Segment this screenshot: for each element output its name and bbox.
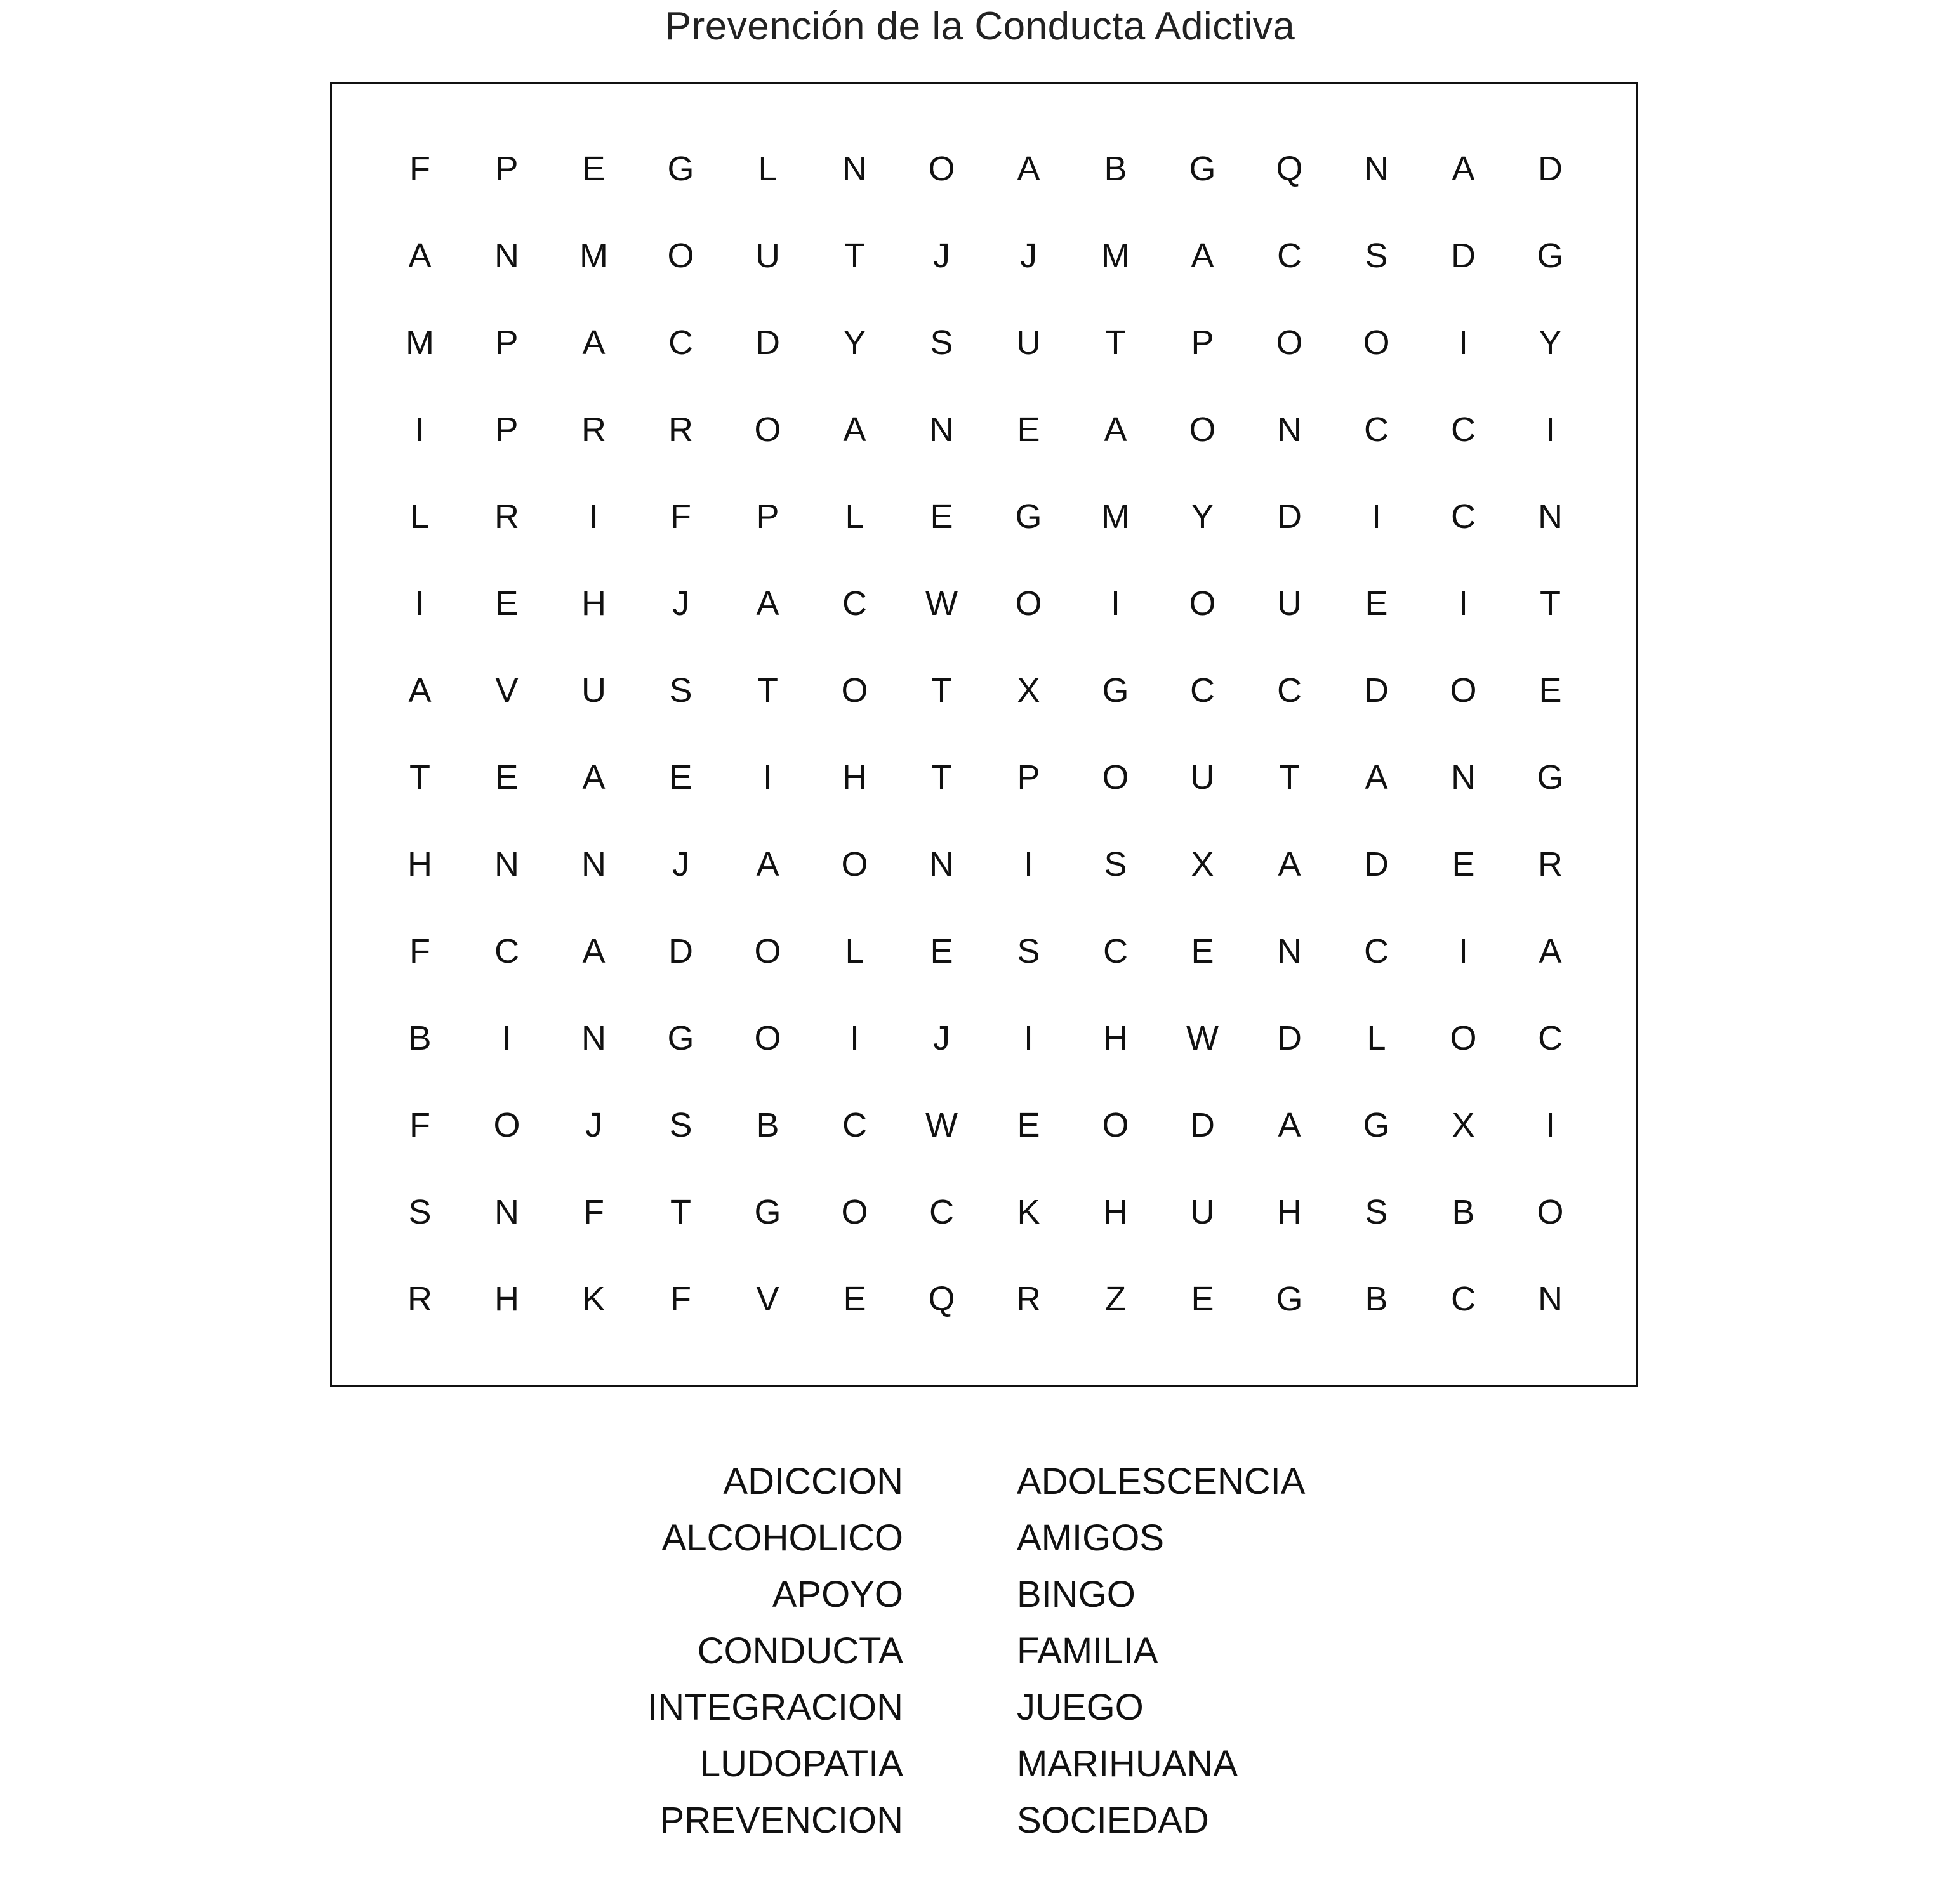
grid-cell[interactable]: O <box>1276 323 1303 362</box>
grid-cell[interactable]: S <box>1017 932 1040 970</box>
grid-cell[interactable]: A <box>408 236 432 275</box>
grid-cell[interactable]: O <box>754 932 781 970</box>
grid-cell[interactable]: B <box>756 1105 779 1144</box>
grid-cell[interactable]: F <box>670 1279 691 1318</box>
grid-cell[interactable]: A <box>1104 410 1127 449</box>
grid-cell[interactable]: F <box>409 932 430 970</box>
grid-cell[interactable]: G <box>667 1019 694 1057</box>
grid-cell[interactable]: C <box>1451 1279 1476 1318</box>
grid-cell[interactable]: S <box>408 1192 432 1231</box>
grid-cell[interactable]: S <box>1365 1192 1388 1231</box>
grid-cell[interactable]: H <box>1103 1192 1128 1231</box>
grid-cell[interactable]: K <box>1017 1192 1040 1231</box>
grid-cell[interactable]: N <box>842 149 867 188</box>
grid-cell[interactable]: I <box>1023 845 1033 883</box>
grid-cell[interactable]: A <box>1452 149 1475 188</box>
grid-cell[interactable]: A <box>756 845 779 883</box>
grid-cell[interactable]: I <box>1545 410 1555 449</box>
grid-cell[interactable]: E <box>843 1279 866 1318</box>
grid-cell[interactable]: A <box>1017 149 1040 188</box>
grid-cell[interactable]: O <box>667 236 694 275</box>
word-list-right-column <box>1017 1453 1305 1849</box>
grid-cell[interactable]: I <box>588 497 599 536</box>
grid-cell[interactable]: W <box>925 1105 958 1144</box>
grid-cell[interactable]: T <box>670 1192 691 1231</box>
grid-cell[interactable]: N <box>1277 410 1302 449</box>
grid-cell[interactable]: C <box>842 1105 867 1144</box>
letter-grid <box>376 125 1594 1342</box>
grid-cell[interactable]: N <box>929 410 954 449</box>
grid-cell[interactable]: Y <box>1539 323 1562 362</box>
grid-cell[interactable]: D <box>668 932 693 970</box>
word-list-item: ADICCION <box>723 1461 903 1502</box>
grid-cell[interactable]: R <box>581 410 606 449</box>
grid-cell[interactable]: I <box>1545 1105 1555 1144</box>
grid-cell[interactable]: D <box>1190 1105 1215 1144</box>
grid-cell[interactable]: S <box>930 323 953 362</box>
grid-cell[interactable]: X <box>1017 671 1040 709</box>
grid-cell[interactable]: F <box>583 1192 604 1231</box>
word-list <box>0 1453 1960 1859</box>
grid-cell[interactable]: L <box>758 149 778 188</box>
word-list-item: LUDOPATIA <box>699 1743 903 1784</box>
grid-cell[interactable]: E <box>930 497 953 536</box>
grid-cell[interactable]: O <box>841 1192 868 1231</box>
grid-cell[interactable]: O <box>841 845 868 883</box>
grid-cell[interactable]: O <box>493 1105 520 1144</box>
grid-cell[interactable]: Y <box>843 323 866 362</box>
grid-cell[interactable]: T <box>757 671 778 709</box>
grid-cell[interactable]: N <box>581 845 606 883</box>
grid-cell[interactable]: O <box>1363 323 1390 362</box>
grid-cell[interactable]: E <box>1452 845 1475 883</box>
grid-cell[interactable]: C <box>1190 671 1215 709</box>
grid-cell[interactable]: L <box>845 932 864 970</box>
word-list-item: CONDUCTA <box>697 1630 903 1672</box>
grid-cell[interactable]: L <box>1367 1019 1386 1057</box>
grid-cell[interactable]: I <box>762 758 772 796</box>
grid-cell[interactable]: A <box>1191 236 1214 275</box>
grid-cell[interactable]: R <box>1016 1279 1041 1318</box>
grid-cell[interactable]: I <box>1458 323 1468 362</box>
grid-cell[interactable]: I <box>849 1019 859 1057</box>
grid-cell[interactable]: N <box>929 845 954 883</box>
grid-cell[interactable]: R <box>407 1279 432 1318</box>
word-list-item: ALCOHOLICO <box>661 1517 903 1559</box>
grid-cell[interactable]: I <box>1023 1019 1033 1057</box>
grid-cell[interactable]: M <box>579 236 608 275</box>
word-list-item: INTEGRACION <box>647 1687 903 1728</box>
grid-cell[interactable]: R <box>668 410 693 449</box>
grid-cell[interactable]: O <box>1015 584 1042 623</box>
grid-cell[interactable]: H <box>1103 1019 1128 1057</box>
grid-cell[interactable]: N <box>1538 1279 1563 1318</box>
grid-cell[interactable]: E <box>1017 1105 1040 1144</box>
grid-cell[interactable]: G <box>1276 1279 1303 1318</box>
grid-cell[interactable]: M <box>406 323 434 362</box>
grid-cell[interactable]: E <box>1191 932 1214 970</box>
grid-cell[interactable]: C <box>1364 410 1389 449</box>
grid-cell[interactable]: I <box>1458 584 1468 623</box>
word-list-item: MARIHUANA <box>1017 1743 1238 1784</box>
grid-cell[interactable]: G <box>1015 497 1042 536</box>
grid-cell[interactable]: J <box>933 236 950 275</box>
grid-cell[interactable]: B <box>408 1019 432 1057</box>
grid-cell[interactable]: E <box>1539 671 1562 709</box>
grid-cell[interactable]: S <box>669 1105 692 1144</box>
grid-cell[interactable]: B <box>1452 1192 1475 1231</box>
word-list-item: AMIGOS <box>1017 1517 1165 1559</box>
grid-cell[interactable]: D <box>1277 1019 1302 1057</box>
grid-cell[interactable]: O <box>1450 671 1477 709</box>
grid-cell[interactable]: S <box>669 671 692 709</box>
page-title: Prevención de la Conducta Adictiva <box>665 4 1295 48</box>
grid-cell[interactable]: C <box>668 323 693 362</box>
grid-cell[interactable]: D <box>1364 671 1389 709</box>
grid-cell[interactable]: Y <box>1191 497 1214 536</box>
grid-cell[interactable]: C <box>1364 932 1389 970</box>
grid-cell[interactable]: A <box>582 323 606 362</box>
word-list-left-column <box>647 1453 903 1849</box>
grid-cell[interactable]: U <box>581 671 606 709</box>
grid-cell[interactable]: G <box>1363 1105 1390 1144</box>
grid-cell[interactable]: N <box>494 845 519 883</box>
grid-cell[interactable]: G <box>1537 236 1564 275</box>
grid-cell[interactable]: E <box>1365 584 1388 623</box>
grid-cell[interactable]: G <box>667 149 694 188</box>
grid-cell[interactable]: G <box>1189 149 1216 188</box>
grid-cell[interactable]: C <box>1277 671 1302 709</box>
grid-cell[interactable]: C <box>842 584 867 623</box>
word-list-item: SOCIEDAD <box>1017 1800 1209 1841</box>
grid-cell[interactable]: T <box>409 758 430 796</box>
grid-cell[interactable]: A <box>1365 758 1388 796</box>
grid-cell[interactable]: P <box>1017 758 1040 796</box>
grid-cell[interactable]: O <box>1450 1019 1477 1057</box>
grid-cell[interactable]: C <box>1538 1019 1563 1057</box>
word-list-item: APOYO <box>772 1574 903 1615</box>
word-list-item: JUEGO <box>1017 1687 1144 1728</box>
grid-cell[interactable]: E <box>495 584 519 623</box>
grid-cell[interactable]: B <box>1104 149 1127 188</box>
grid-cell[interactable]: F <box>409 149 430 188</box>
grid-cell[interactable]: I <box>501 1019 512 1057</box>
grid-cell[interactable]: M <box>1101 497 1130 536</box>
grid-cell[interactable]: U <box>1190 1192 1215 1231</box>
grid-cell[interactable]: N <box>494 1192 519 1231</box>
grid-cell[interactable]: N <box>494 236 519 275</box>
grid-cell[interactable]: J <box>1020 236 1037 275</box>
grid-cell[interactable]: N <box>1364 149 1389 188</box>
word-list-item: BINGO <box>1017 1574 1136 1615</box>
grid-cell[interactable]: C <box>1277 236 1302 275</box>
grid-cell[interactable]: S <box>1104 845 1127 883</box>
grid-cell[interactable]: C <box>494 932 519 970</box>
grid-cell[interactable]: O <box>1102 1105 1129 1144</box>
grid-cell[interactable]: H <box>1277 1192 1302 1231</box>
grid-cell[interactable]: U <box>755 236 780 275</box>
grid-cell[interactable]: T <box>844 236 865 275</box>
grid-cell[interactable]: V <box>495 671 519 709</box>
grid-cell[interactable]: Q <box>928 1279 955 1318</box>
grid-cell[interactable]: C <box>1103 932 1128 970</box>
grid-cell[interactable]: T <box>931 671 952 709</box>
grid-cell[interactable]: T <box>1279 758 1300 796</box>
grid-cell[interactable]: J <box>672 845 689 883</box>
grid-cell[interactable]: E <box>669 758 692 796</box>
grid-cell[interactable]: O <box>928 149 955 188</box>
grid-cell[interactable]: T <box>931 758 952 796</box>
grid-cell[interactable]: I <box>1458 932 1468 970</box>
grid-cell[interactable]: J <box>672 584 689 623</box>
grid-cell[interactable]: G <box>1102 671 1129 709</box>
grid-cell[interactable]: Q <box>1276 149 1303 188</box>
grid-cell[interactable]: J <box>585 1105 602 1144</box>
grid-cell[interactable]: H <box>494 1279 519 1318</box>
grid-cell[interactable]: F <box>670 497 691 536</box>
grid-cell[interactable]: G <box>754 1192 781 1231</box>
grid-cell[interactable]: X <box>1191 845 1214 883</box>
word-list-item: PREVENCION <box>659 1800 903 1841</box>
grid-cell[interactable]: W <box>925 584 958 623</box>
grid-cell[interactable]: H <box>581 584 606 623</box>
grid-cell[interactable]: P <box>495 410 519 449</box>
grid-cell[interactable]: T <box>1105 323 1126 362</box>
grid-cell[interactable]: N <box>1277 932 1302 970</box>
grid-cell[interactable]: O <box>841 671 868 709</box>
grid-cell[interactable]: D <box>1277 497 1302 536</box>
grid-cell[interactable]: V <box>756 1279 779 1318</box>
grid-cell[interactable]: R <box>494 497 519 536</box>
grid-cell[interactable]: A <box>843 410 866 449</box>
grid-cell[interactable]: H <box>842 758 867 796</box>
grid-cell[interactable]: O <box>1189 410 1216 449</box>
grid-cell[interactable]: L <box>410 497 430 536</box>
grid-cell[interactable]: D <box>1451 236 1476 275</box>
grid-cell[interactable]: B <box>1365 1279 1388 1318</box>
grid-cell[interactable]: P <box>1191 323 1214 362</box>
grid-cell[interactable]: U <box>1016 323 1041 362</box>
grid-cell[interactable]: W <box>1186 1019 1219 1057</box>
grid-cell[interactable]: R <box>1538 845 1563 883</box>
grid-cell[interactable]: P <box>756 497 779 536</box>
grid-cell[interactable]: S <box>1365 236 1388 275</box>
grid-cell[interactable]: I <box>1371 497 1381 536</box>
grid-cell[interactable]: P <box>495 149 519 188</box>
grid-cell[interactable]: G <box>1537 758 1564 796</box>
grid-cell[interactable]: E <box>582 149 606 188</box>
grid-cell[interactable]: E <box>1191 1279 1214 1318</box>
grid-cell[interactable]: D <box>755 323 780 362</box>
grid-cell[interactable]: A <box>408 671 432 709</box>
grid-cell[interactable]: I <box>414 410 425 449</box>
grid-cell[interactable]: A <box>1278 845 1301 883</box>
grid-cell[interactable]: D <box>1538 149 1563 188</box>
grid-cell[interactable]: E <box>930 932 953 970</box>
grid-cell[interactable]: F <box>409 1105 430 1144</box>
grid-cell[interactable]: L <box>845 497 864 536</box>
grid-cell[interactable]: D <box>1364 845 1389 883</box>
grid-cell[interactable]: U <box>1190 758 1215 796</box>
grid-cell[interactable]: U <box>1277 584 1302 623</box>
grid-cell[interactable]: T <box>1540 584 1561 623</box>
grid-cell[interactable]: H <box>407 845 432 883</box>
grid-cell[interactable]: K <box>582 1279 606 1318</box>
grid-cell[interactable]: C <box>929 1192 954 1231</box>
grid-cell[interactable]: X <box>1452 1105 1475 1144</box>
grid-cell[interactable]: E <box>495 758 519 796</box>
grid-cell[interactable]: C <box>1451 410 1476 449</box>
grid-cell[interactable]: O <box>754 1019 781 1057</box>
grid-cell[interactable]: A <box>756 584 779 623</box>
grid-cell[interactable]: A <box>582 932 606 970</box>
grid-cell[interactable]: M <box>1101 236 1130 275</box>
grid-cell[interactable]: N <box>581 1019 606 1057</box>
word-list-item: ADOLESCENCIA <box>1017 1461 1306 1502</box>
grid-cell[interactable]: O <box>1537 1192 1564 1231</box>
puzzle-board <box>330 82 1638 1387</box>
grid-cell[interactable]: J <box>933 1019 950 1057</box>
grid-cell[interactable]: O <box>1102 758 1129 796</box>
grid-cell[interactable]: I <box>1110 584 1120 623</box>
grid-cell[interactable]: E <box>1017 410 1040 449</box>
grid-cell[interactable]: N <box>1451 758 1476 796</box>
grid-cell[interactable]: C <box>1451 497 1476 536</box>
grid-cell[interactable]: A <box>1278 1105 1301 1144</box>
grid-cell[interactable]: O <box>754 410 781 449</box>
grid-cell[interactable]: I <box>414 584 425 623</box>
word-list-item: FAMILIA <box>1017 1630 1158 1672</box>
grid-cell[interactable]: A <box>1539 932 1562 970</box>
grid-cell[interactable]: P <box>495 323 519 362</box>
grid-cell[interactable]: A <box>582 758 606 796</box>
grid-cell[interactable]: N <box>1538 497 1563 536</box>
grid-cell[interactable]: Z <box>1105 1279 1126 1318</box>
grid-cell[interactable]: O <box>1189 584 1216 623</box>
